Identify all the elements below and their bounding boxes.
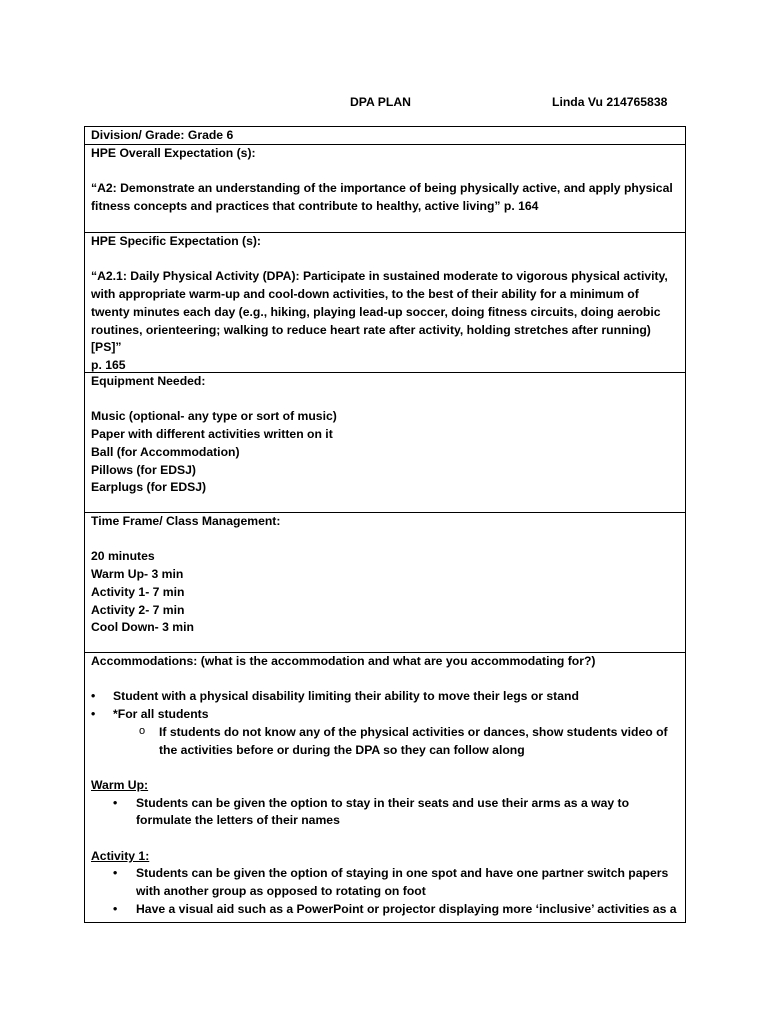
time-frame-item: Warm Up- 3 min [91, 567, 184, 582]
equipment-item: Earplugs (for EDSJ) [91, 480, 207, 495]
overall-line: fitness concepts and practices that contribute to healthy, active living” p. 164 [91, 199, 539, 214]
accommodations-row [85, 653, 685, 923]
author-name-id: Linda Vu 214765838 [552, 95, 668, 109]
item-line: Have a visual aid such as a PowerPoint or projector displaying more ‘inclusive’ activities as a [136, 901, 677, 916]
list-item [91, 901, 679, 919]
list-item [91, 865, 679, 900]
time-frame-item: Activity 2- 7 min [91, 602, 185, 617]
specific-heading: HPE Specific Expectation (s): [91, 234, 261, 248]
accommodations-heading: Accommodations: (what is the accommodation and what are you accommodating for?) [91, 654, 596, 668]
time-frame-heading: Time Frame/ Class Management: [91, 514, 281, 528]
time-frame-item: Cool Down- 3 min [91, 620, 194, 635]
division-grade: Division/ Grade: Grade 6 [91, 128, 234, 142]
equipment-heading: Equipment Needed: [91, 374, 206, 388]
list-item [91, 795, 679, 830]
equipment-item: Ball (for Accommodation) [91, 444, 240, 459]
equipment-row [85, 373, 685, 513]
specific-expectation-row [85, 233, 685, 373]
warmup-list [91, 795, 679, 830]
overall-heading: HPE Overall Expectation (s): [91, 146, 256, 160]
time-frame-item: Activity 1- 7 min [91, 584, 185, 599]
list-item [91, 724, 679, 759]
activity1-list [91, 865, 679, 918]
overall-line: “A2: Demonstrate an understanding of the importance of being physically active, and apply physical [91, 181, 673, 196]
item-line: with another group as opposed to rotating on foot [136, 884, 426, 899]
division-row [85, 127, 685, 145]
overall-expectation-row [85, 145, 685, 233]
time-frame-row [85, 513, 685, 653]
accommodations-sublist [91, 724, 679, 759]
item-line: Students can be given the option to stay in their seats and use their arms as a way to [136, 795, 630, 810]
warmup-heading: Warm Up: [91, 777, 149, 792]
sub-item-line: the activities before or during the DPA so they can follow along [159, 742, 525, 757]
equipment-item: Paper with different activities written on it [91, 427, 333, 442]
equipment-item: Music (optional- any type or sort of music) [91, 409, 337, 424]
plan-table [84, 126, 686, 923]
specific-line: routines, orienteering; walking to reduce heart rate after activity, holding stretches after running) [PS]” [91, 322, 651, 355]
document-header [0, 94, 768, 112]
specific-line: twenty minutes each day (e.g., hiking, playing lead-up soccer, doing fitness circuits, doing aerobic [91, 304, 661, 319]
item-line: formulate the letters of their names [136, 813, 340, 828]
document-title: DPA PLAN [350, 95, 411, 109]
specific-line: with appropriate warm-up and cool-down activities, to the best of their ability for a minimum of [91, 287, 639, 302]
specific-line: p. 165 [91, 357, 126, 372]
item-line: Students can be given the option of staying in one spot and have one partner switch papers [136, 866, 669, 881]
sub-item-line: If students do not know any of the physical activities or dances, show students video of [159, 724, 668, 739]
activity1-heading: Activity 1: [91, 848, 150, 863]
list-item: • *For all students [91, 706, 679, 724]
time-frame-item: 20 minutes [91, 549, 155, 564]
specific-line: “A2.1: Daily Physical Activity (DPA): Participate in sustained moderate to vigorous physical activity, [91, 269, 668, 284]
list-item: • Student with a physical disability limiting their ability to move their legs or stand [91, 688, 679, 706]
accommodations-list [91, 688, 679, 723]
equipment-item: Pillows (for EDSJ) [91, 462, 196, 477]
